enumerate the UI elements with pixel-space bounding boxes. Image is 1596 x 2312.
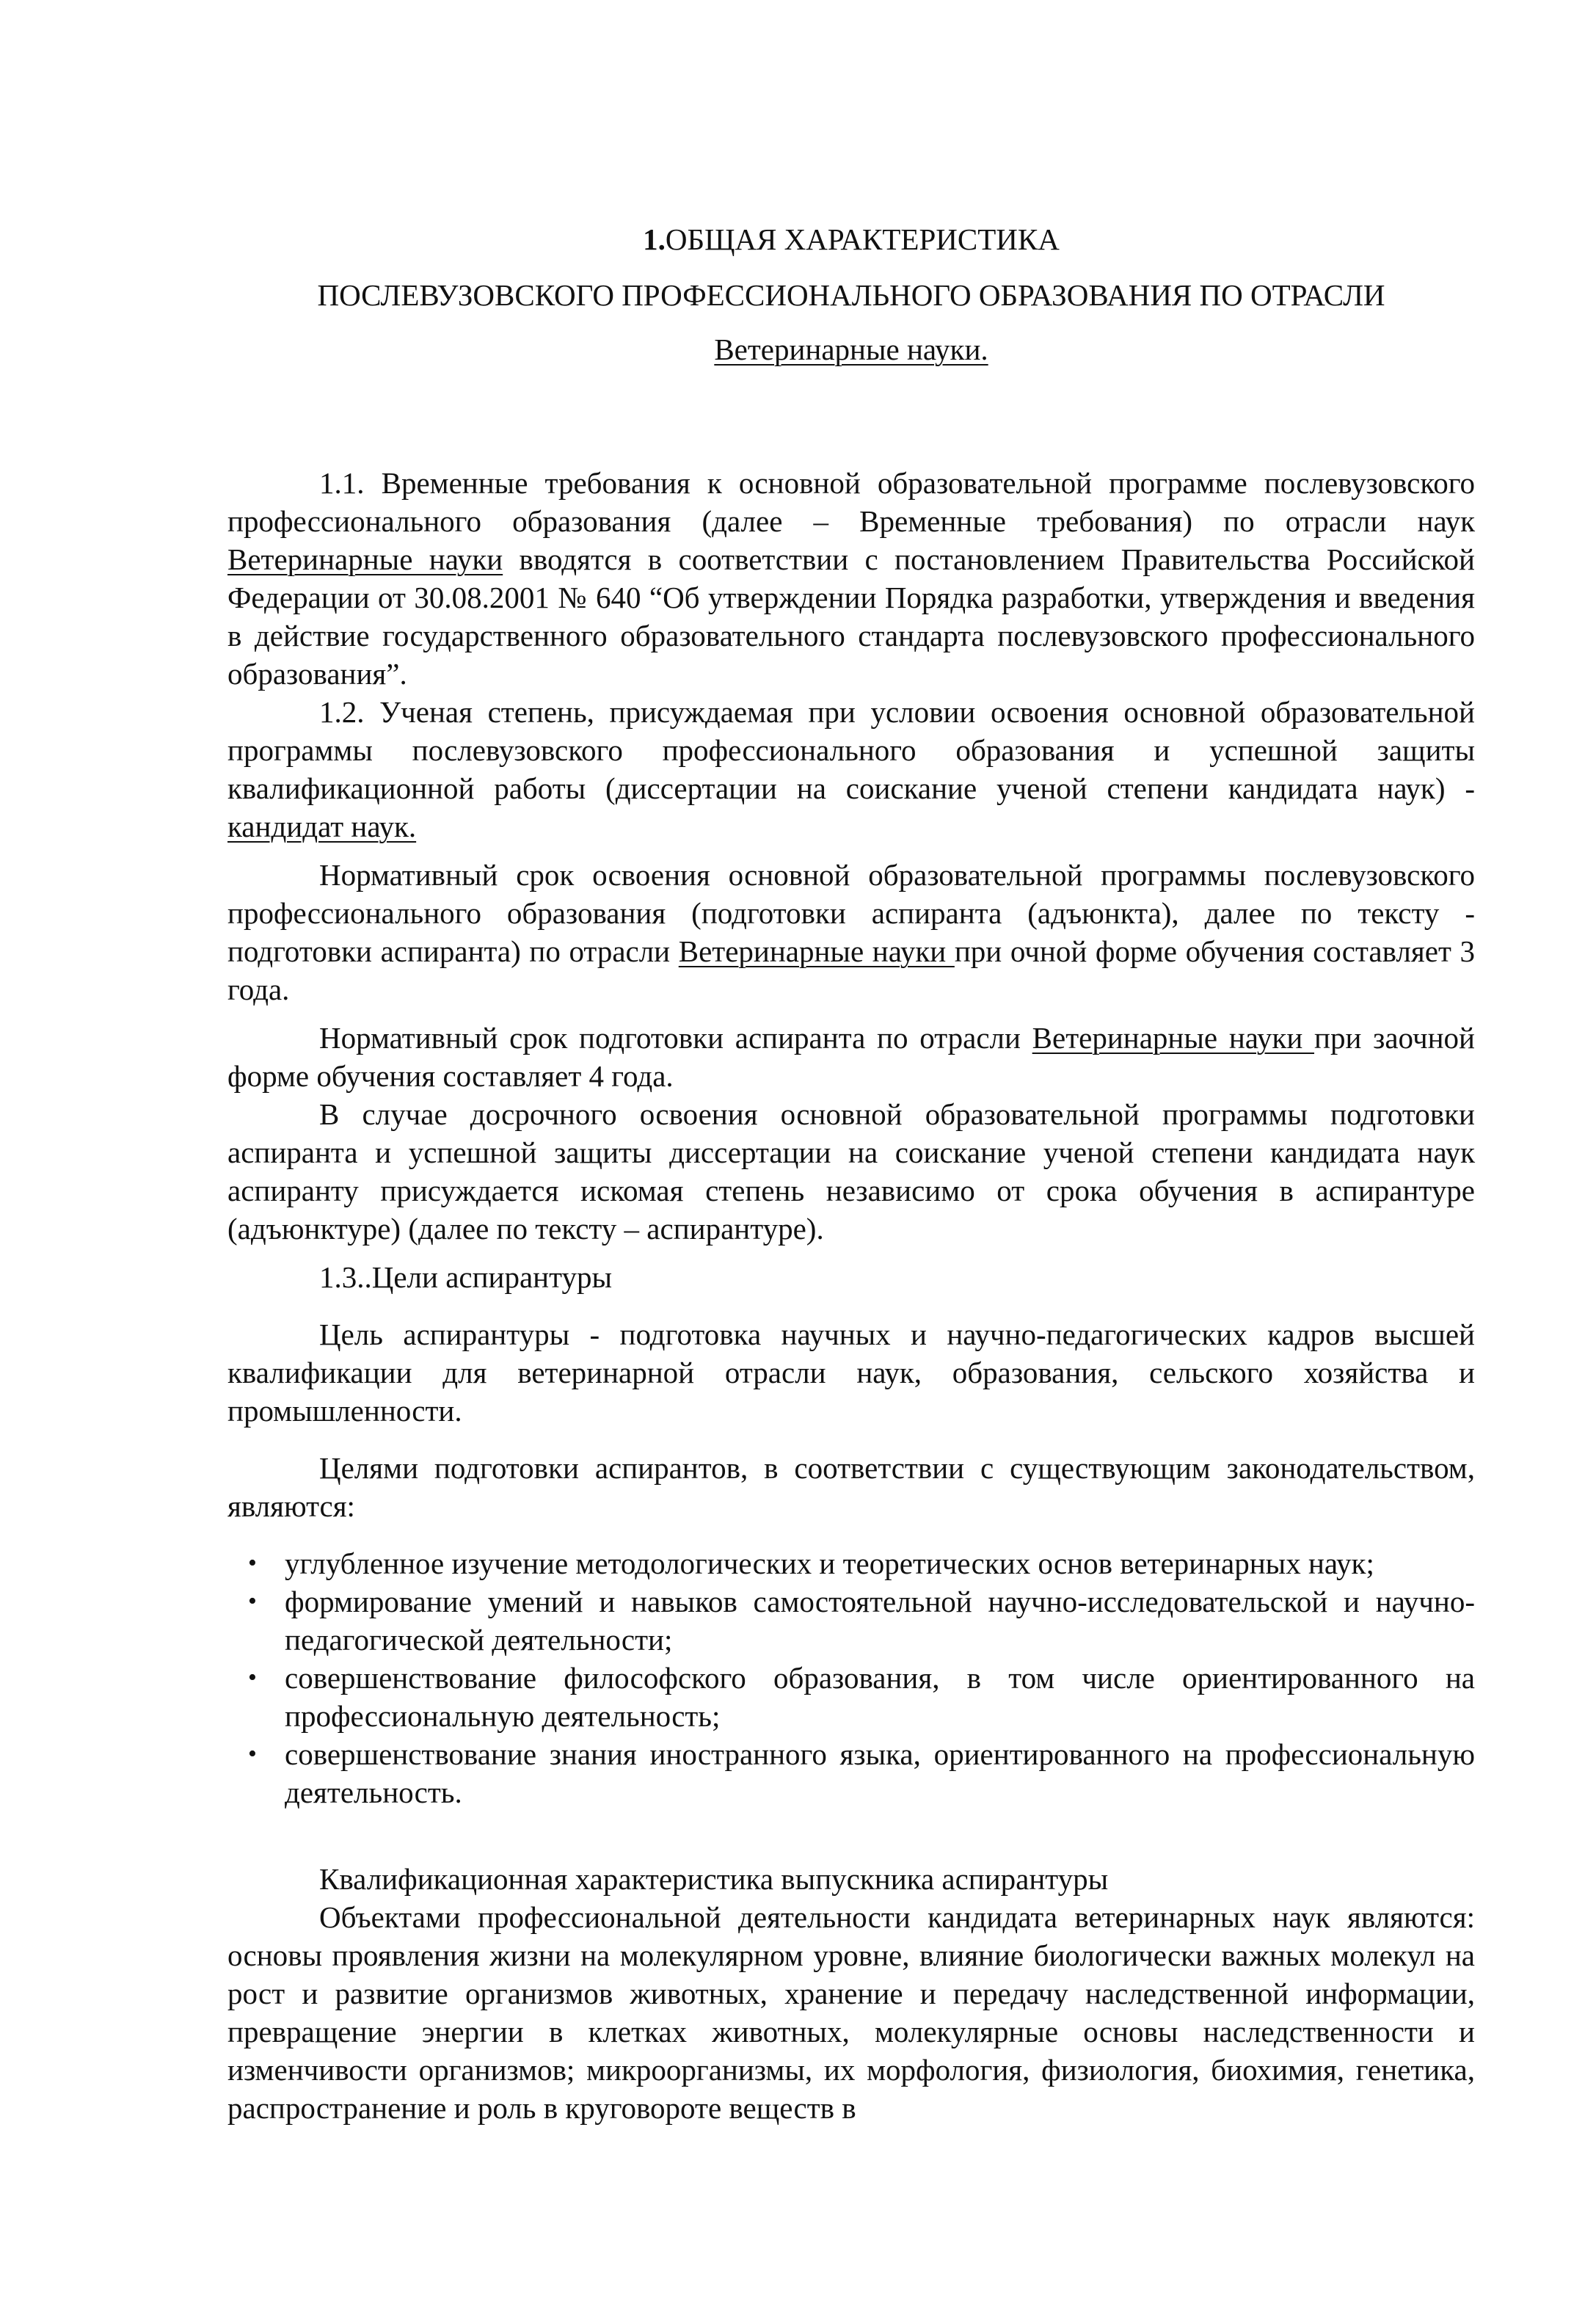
bullet-icon: • <box>248 1588 257 1615</box>
norm1-field: Ветеринарные науки <box>678 934 955 968</box>
paragraph-normative-term-parttime <box>227 1019 1475 1095</box>
title-field-name: Ветеринарные науки. <box>714 332 988 366</box>
paragraph-1-2-text-a: 1.2. Ученая степень, присуждаемая при условии освоения основной образовательной программы послевузовского профессионального образования и успешной защиты квалификационной работы (диссертации на соискание ученой степени кандидата наук) - <box>227 695 1475 805</box>
paragraph-1-1 <box>227 464 1475 693</box>
title-text-1: ОБЩАЯ ХАРАКТЕРИСТИКА <box>665 222 1060 256</box>
norm1-text-a: Нормативный срок освоения основной образовательной программы послевузовского профессионального образования (подготовки аспиранта (адъюнкта), далее по тексту - подготовки аспиранта) по отрасли <box>227 858 1475 968</box>
norm2-field: Ветеринарные науки <box>1032 1021 1315 1055</box>
section-number: 1. <box>643 222 666 256</box>
norm2-text-a: Нормативный срок подготовки аспиранта по отрасли <box>319 1021 1032 1055</box>
bullet-icon: • <box>248 1549 257 1577</box>
document-title <box>227 220 1475 368</box>
section-1-3-heading: 1.3..Цели аспирантуры <box>319 1260 613 1294</box>
list-item <box>227 1582 1475 1659</box>
document-page <box>227 220 1475 2127</box>
paragraph-1-2-degree: кандидат наук. <box>227 810 417 843</box>
norm1-text-b: при очной форме обучения составляет 3 года. <box>227 934 1475 1006</box>
paragraph-1-1-text-a: 1.1. Временные требования к основной образовательной программе послевузовского профессионального образования (далее – Временные требования) по отрасли наук <box>227 466 1475 538</box>
list-item <box>227 1735 1475 1811</box>
norm2-text-b: при заочной форме обучения составляет 4 года. <box>227 1021 1475 1093</box>
bullet-icon: • <box>248 1740 257 1767</box>
list-item-text: формирование умений и навыков самостоятельной научно-исследовательской и научно-педагогической деятельности; <box>285 1585 1475 1657</box>
paragraph-normative-term-fulltime <box>227 856 1475 1008</box>
paragraph-goal: Цель аспирантуры - подготовка научных и научно-педагогических кадров высшей квалификации для ветеринарной отрасли наук, образования, сельского хозяйства и промышленности. <box>227 1317 1475 1428</box>
qualification-heading: Квалификационная характеристика выпускника аспирантуры <box>319 1862 1109 1896</box>
title-line-2: ПОСЛЕВУЗОВСКОГО ПРОФЕССИОНАЛЬНОГО ОБРАЗОВАНИЯ ПО ОТРАСЛИ <box>317 278 1385 312</box>
paragraph-1-1-field: Ветеринарные науки <box>227 542 503 576</box>
paragraph-1-1-text-b: вводятся в соответствии с постановлением Правительства Российской Федерации от 30.08.2001 № 640 “Об утверждении Порядка разработки, утверждения и введения в действие государственного образовательного стандарта послевузовского профессионального образования”. <box>227 542 1475 691</box>
list-item <box>227 1544 1475 1582</box>
paragraph-early-completion: В случае досрочного освоения основной образовательной программы подготовки аспиранта и успешной защиты диссертации на соискание ученой степени кандидата наук аспиранту присуждается искомая степень независимо от срока обучения в аспирантуре (адъюнктуре) (далее по тексту – аспирантуре). <box>227 1097 1475 1246</box>
title-line-1 <box>227 220 1475 258</box>
title-line-3 <box>227 330 1475 368</box>
list-item-text: углубленное изучение методологических и теоретических основ ветеринарных наук; <box>285 1546 1374 1580</box>
paragraph-goals-intro: Целями подготовки аспирантов, в соответствии с существующим законодательством, являются: <box>227 1451 1475 1523</box>
goals-list <box>227 1544 1475 1811</box>
list-item-text: совершенствование философского образования, в том числе ориентированного на профессиональную деятельность; <box>285 1661 1475 1733</box>
list-item <box>227 1659 1475 1735</box>
paragraph-objects: Объектами профессиональной деятельности кандидата ветеринарных наук являются: основы проявления жизни на молекулярном уровне, влияние биологически важных молекул на рост и развитие организмов животных, хранение и передачу наследственной информации, превращение энергии в клетках животных, молекулярные основы наследственности и изменчивости организмов; микроорганизмы, их морфология, физиология, биохимия, генетика, распространение и роль в круговороте веществ в <box>227 1900 1475 2125</box>
bullet-icon: • <box>248 1664 257 1691</box>
list-item-text: совершенствование знания иностранного языка, ориентированного на профессиональную деятельность. <box>285 1737 1475 1809</box>
paragraph-1-2 <box>227 693 1475 846</box>
